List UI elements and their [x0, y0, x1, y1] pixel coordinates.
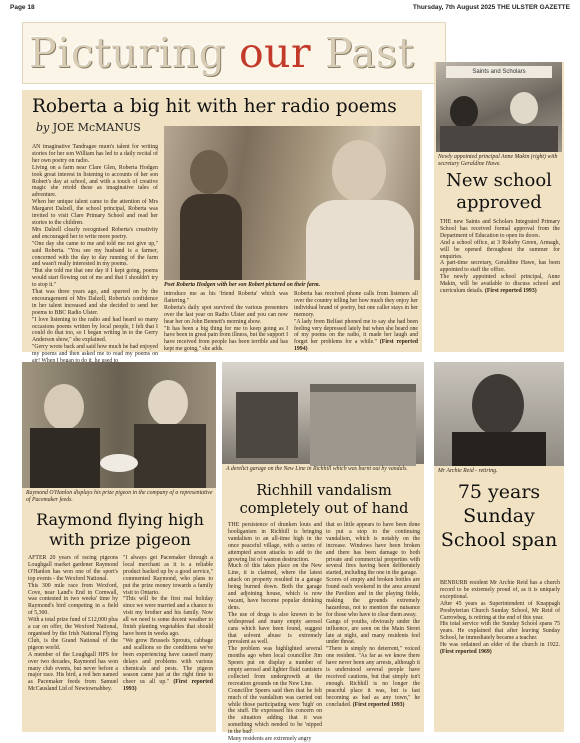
school-source: (First reported 1993) [484, 288, 537, 295]
pigeon-col-2 [123, 555, 213, 730]
vandal-headline: Richhill vandalism completely out of hand [239, 483, 409, 517]
main-col-1: AN imaginative Tandragee mum's talent for writing stories for her son William has led to a daily recital of her own poetry on radio. Living on a farm near Clare Glen, Roberta Hodgen took great interest in listening to accounts of her son Robert's day at school, and with a touch of creative magic she retold these as imaginative tales of adventure. When her unique talent came to the attention of Mrs Margaret Dalzell, the school principal, Roberta was invited to visit Clare Primary School and read her stories to the children. Mrs Dalzell clearly recognised Roberta's creativity and encouraged her to write more poetry. "One day she came to me and told me not give up," said Roberta. "You see my husband is a farmer, concerned with the day to day running of the farm and wasn't really interested in my poems. "But she told me that one day if I kept going, poems would start flowing out of me and that I shouldn't try to stop it." That was three years ago, and spurred on by the encouragement of Mrs Dalzell, Roberta's confidence in her talent increased and she decided to send her poems to BBC Radio Ulster. "I love listening to the radio and had heard so many occasions poems written by local people, I felt that I could do that too, so I began writing in to the Gerry Anderson show," she explained. "Gerry wrote back and said how much he had enjoyed my poems and then asked me to read my poems on [32, 144, 158, 358]
sidebar-sunday-school [434, 362, 564, 732]
banner-word-picturing: Picturing [29, 29, 239, 77]
pigeon-bird [100, 454, 138, 472]
banner-title [29, 25, 414, 81]
byline-prefix: by [36, 121, 53, 134]
pigeon-photo [22, 362, 216, 488]
principal-figure [450, 96, 478, 128]
archie-photo [434, 362, 564, 466]
pigeon-headline: Raymond flying high with prize pigeon [36, 510, 204, 549]
woman-figure [332, 140, 386, 202]
desk-area [440, 126, 558, 152]
archie-body [452, 432, 546, 466]
garage-photo-caption: A derelict garage on the New Line in Richhill which was burnt out by vandals. [226, 466, 408, 472]
pigeon-source: (First reported 1993) [123, 679, 213, 693]
vandal-source: (First reported 1993) [352, 701, 405, 708]
rep-head [148, 380, 188, 426]
school-sign: Saints and Scholars [446, 66, 552, 78]
sunday-body-text: BENBURB resident Mr Archie Reid has a church record to be extremely proud of, as it is uniquely exceptional. After 45 years as Superintendent of Knappagh Presbyterian Church Sunday School, Mr Reid of Carrowbeg, is retiring at the end of this year. His total service with the Sunday School spans 75 years. He explained that after leaving Sunday School, he immediately became a teacher. He was ordained an elder of the church in 1922. [440, 580, 560, 649]
school-photo-caption: Newly appointed principal Anne Makin (right) with secretary Geraldine Hawe. [438, 154, 558, 167]
roberta-photo-caption: Poet Roberta Hodgen with her son Robert pictured on their farm. [164, 282, 321, 288]
secretary-figure [510, 92, 538, 124]
archie-head [472, 374, 524, 436]
garage-photo [222, 362, 424, 464]
sidebar-school [434, 62, 564, 352]
vandal-col-2-text: that so little appears to have been done to put a stop to the continuing vandalism, which is notably on the increase. Windows have been broken and there has been damage to both private and commercial properties with several fires having been deliberately started, including the one in the garage. Scores of empty and broken bottles are found each weekend in the area around the Pavilion and in the playing fields, making the grounds extremely hazardous, not to mention the nuisance for those who have to clear them away. Gangs of youths, obviously under the influence, are seen on the Main Street late at night, and many residents feel under threat. "There is simply no deterrent," voiced one resident. "As far as we know there have never been any arrests, although it is understood several people have received cautions, but that simply isn't enough. Richhill is no longer the peaceful place it was, but is fast becoming as bad as any town," he concluded. [326, 522, 420, 708]
pigeon-photo-caption: Raymond O'Hanlon displays his prize pigeon in the company of a representative of Pacemaker feeds. [26, 490, 213, 503]
main-col-3-text: Roberta has received phone calls from listeners all over the country telling her how much they enjoy her individual brand of poetry, but one caller stays in her memory. "A lady from Belfast phoned me to say she had been feeling very depressed lately but when she heard one of my poems on the radio, it made her laugh and forget her problems for a while." [294, 291, 418, 346]
byline-author: JOE McMANUS [52, 121, 141, 134]
raymond-head [44, 384, 84, 430]
roberta-photo [164, 126, 420, 280]
house-building [310, 384, 416, 466]
main-headline: Roberta a big hit with her radio poems [32, 96, 397, 117]
vandal-col-2 [326, 522, 420, 730]
issue-label: Thursday, 7th August 2025 THE ULSTER GAZETTE [412, 4, 570, 11]
boy-figure [190, 150, 228, 194]
pigeon-col-1: AFTER 20 years of racing pigeons Loughgall market gardener Raymond O'Hanlon has won one of the sport's top events - the Wexford National. This 300 mile race from Wexford, Cove, near Land's End in Cornwall, was contested in two weeks' time by Raymond's bird competing in a field of 5,300. With a total prize fund of £12,000 plus a car on offer, the Wexford National, organised by the Irish National Flying Club, is the Grand National of the pigeon world. A member of the Loughgall HPS for over two decades, Raymond has won many club events, but never before a major race. His bird, a red hen named as Pacemaker feeds from Samuel McCausland Ltd of Newtownabbey. [28, 555, 118, 693]
garage-ruin [236, 392, 298, 458]
school-body-text: THE new Saints and Scholars Integrated Primary School has received formal approval from the Department of Education to open its doors. And a school office, at 3 Rokeby Green, Armagh, will be opened throughout the summer for enquiries. A part-time secretary, Geraldine Hawe, has been appointed to staff the office. The newly appointed school principal, Anne Makin, will be available to discuss school and curriculum details. [440, 219, 560, 295]
sunday-headline: 75 years Sunday School span [440, 481, 558, 551]
sunday-source: (First reported 1969) [440, 649, 492, 656]
boy-body [180, 194, 242, 280]
main-source: (First reported 1994) [294, 339, 418, 353]
page-number: Page 18 [10, 4, 35, 11]
byline [36, 121, 141, 134]
main-col-3 [294, 291, 418, 351]
archie-photo-caption: Mr Archie Reid - retiring. [438, 468, 498, 474]
raymond-body [30, 428, 100, 488]
pigeon-col-2-text: "I always get Pacemaker through a local merchant as it is a reliable product backed up by a good service," commented Raymond, who plans to put the prize money towards a family visit to Ontario. "This will be the first real holiday since we were married and a chance to visit my brother and his family. Now all we need is some decent weather to finish planting vegetables that should have been in weeks ago. "We grow Brussels Sprouts, cabbage and scallions so the conditions we've been experiencing have caused many delays and problems with various chemicals and pests. The pigeon season came just at the right time to cheer us all up." [123, 555, 213, 686]
banner-word-past: Past [311, 29, 415, 77]
woman-body [306, 200, 414, 280]
page-topbar [0, 0, 580, 18]
school-body [440, 219, 560, 351]
school-photo [436, 62, 562, 152]
main-article [22, 90, 422, 358]
pigeon-article [22, 362, 216, 732]
sunday-body [440, 580, 560, 730]
vandal-article [222, 362, 424, 743]
rep-body [134, 424, 206, 488]
vandal-col-1: THE persistence of drunken louts and hooliganism in Richhill is bringing vandalism to an all-time high in the once peaceful village, with a series of attempted arson attacks to add to the growing list of wanton destruction. Much of this takes place on the New Line, it is claimed, where the latest attack on property resulted in a garage being burned down. Both the garage and adjoining house, which is now vacant, have become popular drinking dens. The use of drugs is also known to be widespread and many empty aerosol cans which have been found, suggest that solvent abuse is extremely prevalent as well. The problem was highlighted several months ago when local councillor Jim Speers put on display a number of empty aerosol and lighter fluid canisters collected from undergrowth at the recreation grounds on the New Line. Councillor Speers said then that he felt much of the vandalism was carried out while those participating were 'high' on the stuff. He expressed his concern on the situation adding that it was something which needed to be 'nipped in the bud'. Many residents are extremely angry [228, 522, 322, 743]
banner-word-our: our [238, 29, 312, 77]
section-banner [22, 22, 446, 84]
main-col-2: introduce me as his 'friend Roberta' which was flattering." Roberta's daily spot survived the various presenters over the last year on Radio Ulster and you can now hear her on John Bennett's morning show. "It has been a big thing for me to keep going as I have been in great pain from illness, but the support I have received from people has been terrible and has kept me going," she adds. [164, 291, 288, 353]
school-headline: New school approved [446, 170, 552, 213]
